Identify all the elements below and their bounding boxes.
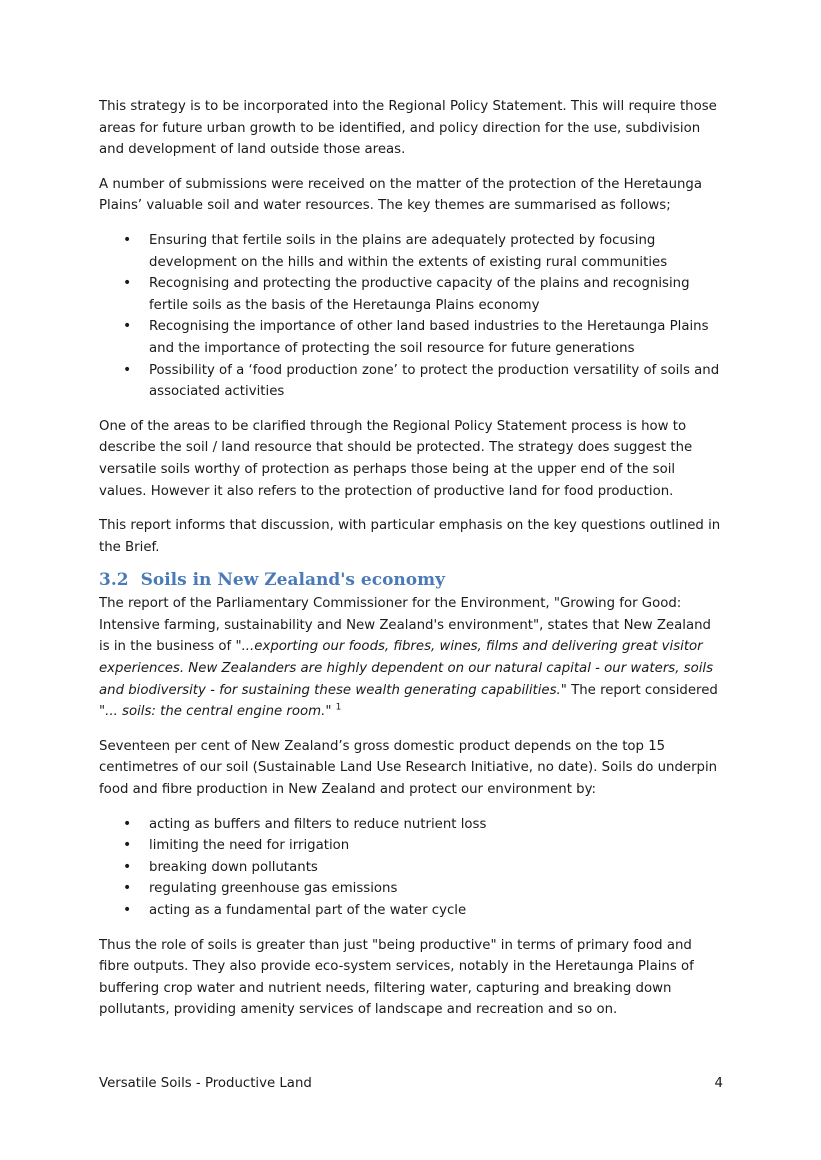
list-item: • Recognising the importance of other land based industries to the Heretaunga Plains and the importance of protecting the soil resource for future generations [99,316,725,359]
section-number: 3.2 [99,570,129,591]
paragraph: This strategy is to be incorporated into the Regional Policy Statement. This will require those areas for future urban growth to be identified, and policy direction for the use, subdivision and development of land outside those areas. [99,99,717,158]
themes-list [99,230,725,403]
benefits-list [99,814,725,922]
list-item: • Possibility of a ‘food production zone’ to protect the production versatility of soils and associated activities [99,360,725,403]
document-body [99,96,725,1034]
paragraph: A number of submissions were received on the matter of the protection of the Heretaunga Plains’ valuable soil and water resources. The key themes are summarised as follows; [99,176,703,214]
paragraph: One of the areas to be clarified through the Regional Policy Statement process is how to describe the soil / land resource that should be protected. The strategy does suggest the versatile soils worthy of protection as perhaps those being at the upper end of the soil values. However it also refers to the protection of productive land for food production. [99,418,693,499]
footnote-marker: 1 [335,702,342,713]
quote: "... soils: the central engine room." [99,704,332,720]
paragraph: Thus the role of soils is greater than just "being productive" in terms of primary food and fibre outputs. They also provide eco-system services, notably in the Heretaunga Plains of buffering crop water and nutrient needs, filtering water, capturing and breaking down pollutants, providing amenity services of landscape and recreation and so on. [99,937,694,1018]
page-number: 4 [714,1076,723,1091]
list-item: • acting as buffers and filters to reduce nutrient loss [99,814,725,836]
list-item: • regulating greenhouse gas emissions [99,878,725,900]
paragraph-text: The report of the Parliamentary Commissioner for the Environment, "Growing for Good: Intensive farming, sustainability and New Zealand's environment", states that New Zealand is in the business of [99,596,711,655]
paragraph [99,593,725,723]
list-item: • Recognising and protecting the productive capacity of the plains and recognising fertile soils as the basis of the Heretaunga Plains economy [99,273,725,316]
list-item: • Ensuring that fertile soils in the plains are adequately protected by focusing development on the hills and within the extents of existing rural communities [99,230,725,273]
quote: "...exporting our foods, fibres, wines, films and delivering great visitor experiences. New Zealanders are highly dependent on our natural capital - our waters, soils and biodiversity - for sustaining these wealth generating capabilities." [99,639,714,698]
list-item: • limiting the need for irrigation [99,835,725,857]
paragraph: This report informs that discussion, with particular emphasis on the key questions outlined in the Brief. [99,518,721,555]
paragraph-text: The report considered [566,682,718,698]
page-footer [99,1076,723,1091]
section-title: Soils in New Zealand's economy [140,570,445,591]
list-item: • acting as a fundamental part of the water cycle [99,900,725,922]
footer-title: Versatile Soils - Productive Land [99,1076,312,1091]
paragraph: Seventeen per cent of New Zealand’s gross domestic product depends on the top 15 centimetres of our soil (Sustainable Land Use Research Initiative, no date). Soils do underpin food and fibre production in New Zealand and protect our environment by: [99,738,718,798]
section-heading [99,568,725,592]
list-item: • breaking down pollutants [99,857,725,879]
